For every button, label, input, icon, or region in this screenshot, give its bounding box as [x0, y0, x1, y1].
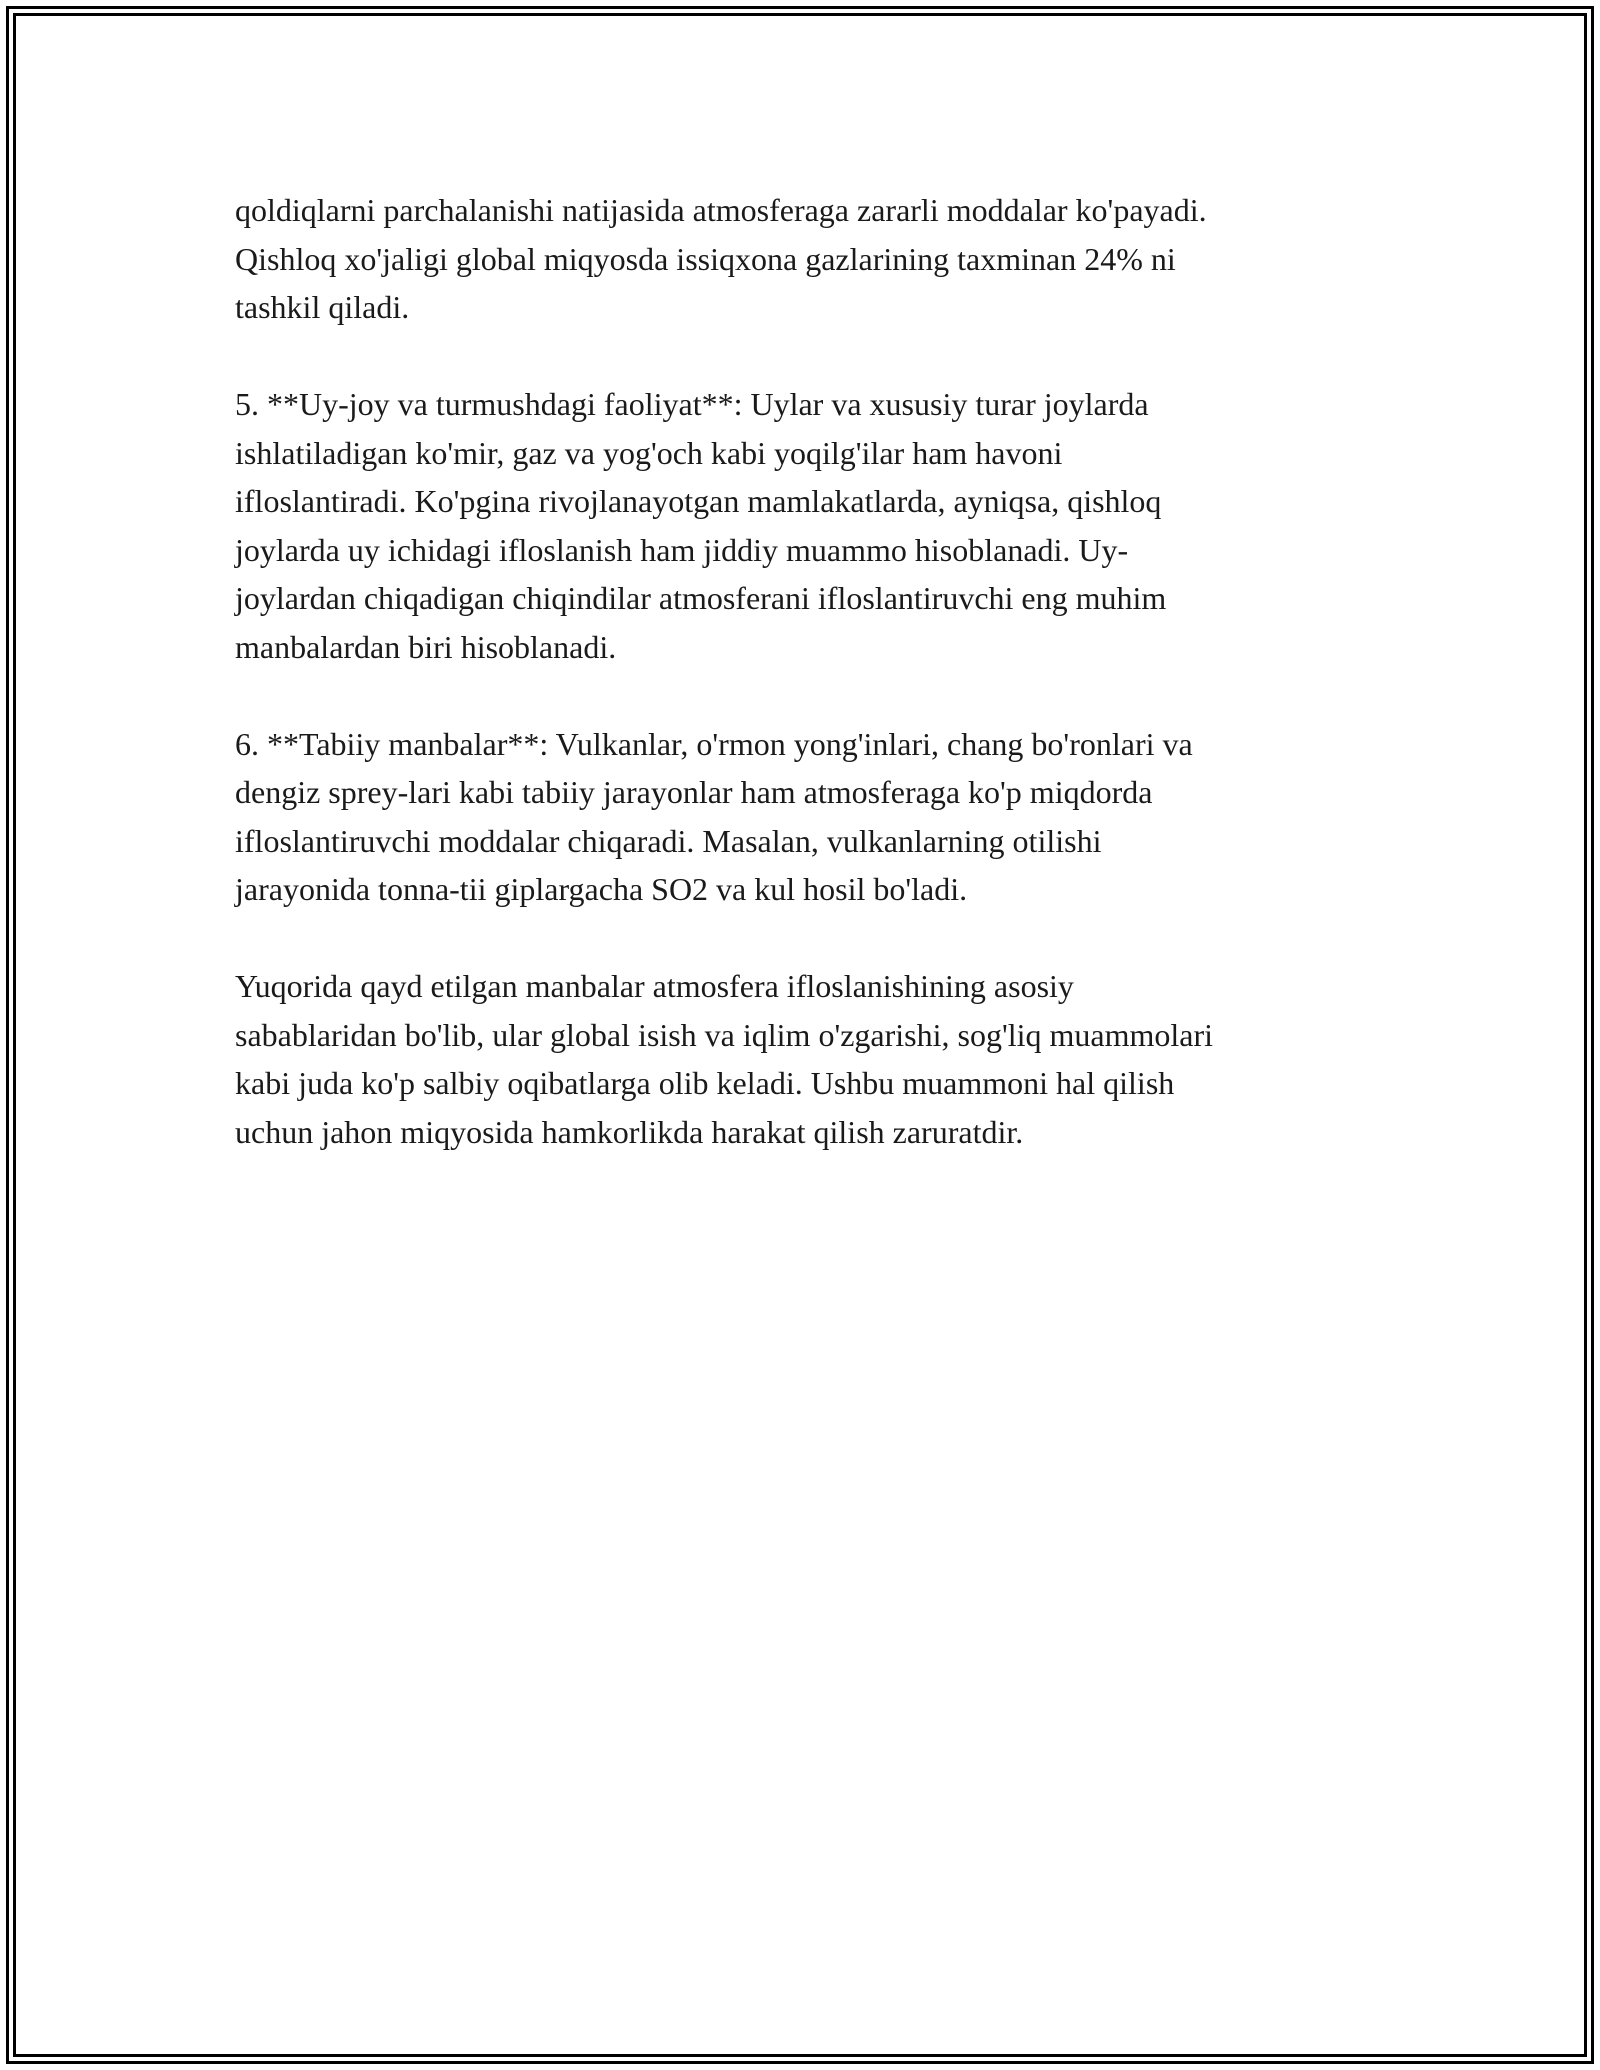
paragraph-natural-sources: 6. **Tabiiy manbalar**: Vulkanlar, o'rmon yong'inlari, chang bo'ronlari va dengiz sprey-lari kabi tabiiy jarayonlar ham atmosferaga ko'p miqdorda ifloslantiruvchi moddalar chiqaradi. Masalan, vulkanlarning otilishi jarayonida tonna-tii giplargacha SO2 va kul hosil bo'ladi.	[235, 725, 1193, 907]
paragraph-household-activity: 5. **Uy-joy va turmushdagi faoliyat**: Uylar va xususiy turar joylarda ishlatiladigan ko'mir, gaz va yog'och kabi yoqilg'ilar ham havoni ifloslantiradi. Ko'pgina rivojlanayotgan mamlakatlarda, ayniqsa, qishloq joylarda uy ichidagi ifloslanish ham jiddiy muammo hisoblanadi. Uy- joylardan chiqadigan chiqindilar atmosferani ifloslantiruvchi eng muhim manbalardan biri hisoblanadi.	[235, 386, 1167, 665]
document-body	[235, 186, 1365, 1205]
paragraph-agriculture-continuation: qoldiqlarni parchalanishi natijasida atmosferaga zararli moddalar ko'payadi. Qishloq xo'jaligi global miqyosda issiqxona gazlarining taxminan 24% ni tashkil qiladi.	[235, 192, 1207, 325]
paragraph-conclusion: Yuqorida qayd etilgan manbalar atmosfera ifloslanishining asosiy sabablaridan bo'lib, ular global isish va iqlim o'zgarishi, sog'liq muammolari kabi juda ko'p salbiy oqibatlarga olib keladi. Ushbu muammoni hal qilish uchun jahon miqyosida hamkorlikda harakat qilish zaruratdir.	[235, 968, 1214, 1150]
